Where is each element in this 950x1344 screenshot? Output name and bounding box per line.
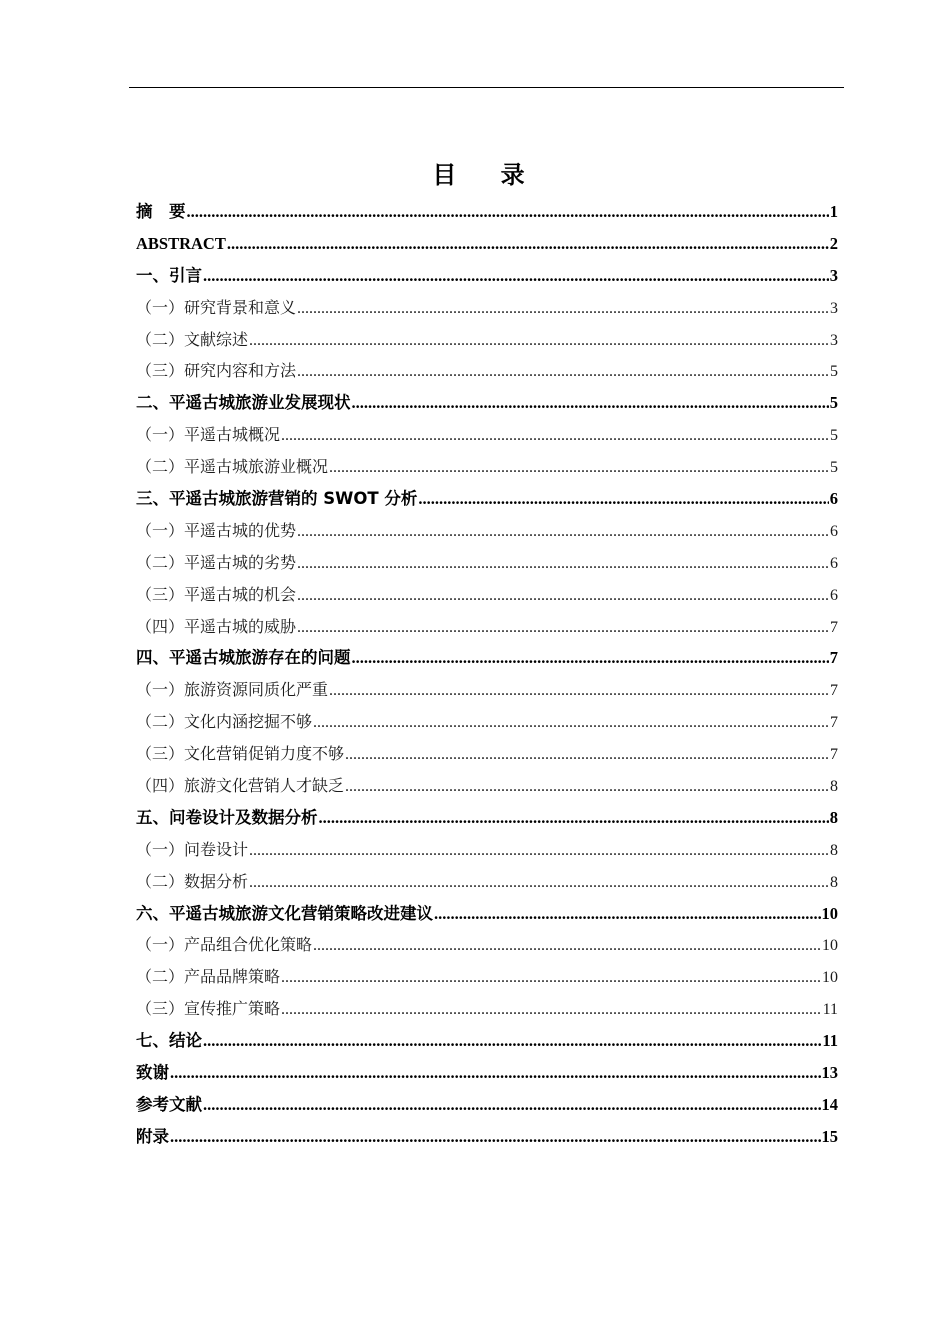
- dot-leader: [313, 930, 821, 961]
- toc-entry-title: （二）平遥古城旅游业概况: [136, 457, 329, 477]
- toc-entry-title: 二、平遥古城旅游业发展现状: [136, 393, 351, 413]
- dot-leader: [297, 612, 829, 643]
- toc-entry-page-number: 6: [829, 489, 838, 509]
- dot-leader: [313, 707, 829, 738]
- toc-entry-page-number: 6: [830, 586, 838, 604]
- toc-entry-page-number: 5: [830, 427, 838, 445]
- toc-entry-title: （二）文献综述: [136, 329, 249, 349]
- toc-entry-page-number: 11: [822, 1001, 838, 1019]
- toc-entry-page-number: 2: [829, 233, 838, 253]
- toc-entry-chapter[interactable]: [136, 642, 838, 674]
- dot-leader: [352, 642, 829, 674]
- toc-entry-section[interactable]: [136, 929, 838, 961]
- toc-entry-page-number: 10: [821, 903, 838, 923]
- toc-entry-title: 三、平遥古城旅游营销的 SWOT 分析: [136, 489, 418, 509]
- toc-entry-section[interactable]: [136, 611, 838, 643]
- toc-entry-title: （三）平遥古城的机会: [136, 584, 297, 604]
- dot-leader: [249, 325, 829, 356]
- toc-entry-chapter[interactable]: [136, 1057, 838, 1089]
- dot-leader: [329, 675, 829, 706]
- toc-entry-title: （二）产品品牌策略: [136, 967, 281, 987]
- toc-entry-title: （四）旅游文化营销人才缺乏: [136, 776, 345, 796]
- toc-entry-page-number: 7: [830, 714, 838, 732]
- toc-entry-title: （一）问卷设计: [136, 839, 249, 859]
- toc-entry-page-number: 10: [822, 969, 838, 987]
- dot-leader: [352, 387, 829, 419]
- toc-entry-page-number: 7: [830, 618, 838, 636]
- toc-entry-title: 四、平遥古城旅游存在的问题: [136, 648, 351, 668]
- toc-entry-page-number: 8: [830, 873, 838, 891]
- toc-entry-section[interactable]: [136, 770, 838, 802]
- toc-entry-page-number: 8: [829, 807, 838, 827]
- toc-entry-section[interactable]: [136, 706, 838, 738]
- toc-entry-section[interactable]: [136, 579, 838, 611]
- toc-entry-page-number: 3: [829, 265, 838, 285]
- toc-entry-page-number: 7: [829, 648, 838, 668]
- toc-entry-page-number: 10: [822, 937, 838, 955]
- toc-entry-section[interactable]: [136, 834, 838, 866]
- dot-leader: [418, 483, 828, 515]
- toc-entry-chapter[interactable]: [136, 1121, 838, 1153]
- toc-entry-page-number: 14: [821, 1094, 838, 1114]
- toc-entry-section[interactable]: [136, 866, 838, 898]
- toc-entry-page-number: 7: [830, 682, 838, 700]
- dot-leader: [203, 1089, 821, 1121]
- toc-entry-title: （二）平遥古城的劣势: [136, 552, 297, 572]
- toc-entry-page-number: 5: [829, 393, 838, 413]
- dot-leader: [329, 452, 829, 483]
- dot-leader: [434, 898, 821, 930]
- toc-entry-title: 参考文献: [136, 1094, 202, 1114]
- dot-leader: [319, 802, 829, 834]
- toc-entry-page-number: 7: [830, 746, 838, 764]
- dot-leader: [203, 1025, 821, 1057]
- toc-entry-page-number: 13: [821, 1063, 838, 1083]
- toc-entry-title: 致谢: [136, 1063, 169, 1083]
- dot-leader: [281, 962, 821, 993]
- dot-leader: [297, 548, 829, 579]
- toc-entry-section[interactable]: [136, 993, 838, 1025]
- toc-entry-page-number: 8: [830, 778, 838, 796]
- dot-leader: [297, 516, 829, 547]
- toc-entry-title: （四）平遥古城的威胁: [136, 616, 297, 636]
- toc-entry-title: （三）宣传推广策略: [136, 999, 281, 1019]
- dot-leader: [249, 835, 829, 866]
- toc-entry-title: （三）研究内容和方法: [136, 361, 297, 381]
- toc-entry-page-number: 6: [830, 522, 838, 540]
- header-rule: [129, 87, 844, 88]
- toc-entry-chapter[interactable]: [136, 898, 838, 930]
- toc-entry-title: （三）文化营销促销力度不够: [136, 744, 345, 764]
- toc-entry-section[interactable]: [136, 738, 838, 770]
- toc-entry-chapter[interactable]: [136, 196, 838, 228]
- toc-entry-title: （一）旅游资源同质化严重: [136, 680, 329, 700]
- toc-entry-page-number: 5: [830, 363, 838, 381]
- toc-entry-title: 五、问卷设计及数据分析: [136, 807, 318, 827]
- toc-entry-chapter[interactable]: [136, 1089, 838, 1121]
- toc-entry-title: （一）平遥古城的优势: [136, 520, 297, 540]
- toc-entry-section[interactable]: [136, 451, 838, 483]
- toc-entry-chapter[interactable]: [136, 483, 838, 515]
- toc-entry-section[interactable]: [136, 547, 838, 579]
- toc-entry-title: 摘 要: [136, 202, 186, 221]
- toc-entry-page-number: 1: [829, 202, 838, 221]
- toc-entry-title: 一、引言: [136, 265, 202, 285]
- dot-leader: [249, 867, 829, 898]
- toc-entry-title: （二）文化内涵挖掘不够: [136, 712, 313, 732]
- toc-entry-page-number: 6: [830, 554, 838, 572]
- toc-entry-section[interactable]: [136, 324, 838, 356]
- toc-entry-chapter[interactable]: [136, 260, 838, 292]
- toc-entry-section[interactable]: [136, 292, 838, 324]
- toc-entry-chapter[interactable]: [136, 1025, 838, 1057]
- toc-entry-page-number: 8: [830, 841, 838, 859]
- toc-entry-section[interactable]: [136, 961, 838, 993]
- dot-leader: [297, 580, 829, 611]
- dot-leader: [345, 771, 829, 802]
- toc-entry-chapter[interactable]: [136, 802, 838, 834]
- toc-entry-chapter[interactable]: [136, 387, 838, 419]
- toc-entry-title: （一）研究背景和意义: [136, 297, 297, 317]
- toc-entry-title: 七、结论: [136, 1031, 202, 1051]
- toc-entry-page-number: 3: [830, 299, 838, 317]
- toc-entry-page-number: 3: [830, 331, 838, 349]
- dot-leader: [281, 420, 829, 451]
- toc-entry-title: （二）数据分析: [136, 871, 249, 891]
- toc-entry-title: ABSTRACT: [136, 233, 226, 253]
- toc-entry-section[interactable]: [136, 419, 838, 451]
- dot-leader: [203, 260, 829, 292]
- toc-entry-section[interactable]: [136, 515, 838, 547]
- dot-leader: [170, 1121, 821, 1153]
- toc-entry-section[interactable]: [136, 355, 838, 387]
- toc-entry-title: 六、平遥古城旅游文化营销策略改进建议: [136, 903, 433, 923]
- page-title: 目 录: [432, 161, 543, 189]
- toc-entry-chapter[interactable]: [136, 228, 838, 260]
- dot-leader: [187, 196, 829, 228]
- dot-leader: [297, 293, 829, 324]
- toc-entry-page-number: 5: [830, 459, 838, 477]
- toc-entry-section[interactable]: [136, 674, 838, 706]
- toc-entry-title: 附录: [136, 1126, 169, 1146]
- toc-entry-title: （一）产品组合优化策略: [136, 935, 313, 955]
- toc-entry-page-number: 11: [822, 1031, 838, 1051]
- toc-entry-page-number: 15: [821, 1126, 838, 1146]
- dot-leader: [281, 994, 822, 1025]
- dot-leader: [345, 739, 829, 770]
- dot-leader: [297, 356, 829, 387]
- dot-leader: [227, 228, 829, 260]
- table-of-contents: [136, 196, 838, 1153]
- dot-leader: [170, 1057, 821, 1089]
- toc-entry-title: （一）平遥古城概况: [136, 425, 281, 445]
